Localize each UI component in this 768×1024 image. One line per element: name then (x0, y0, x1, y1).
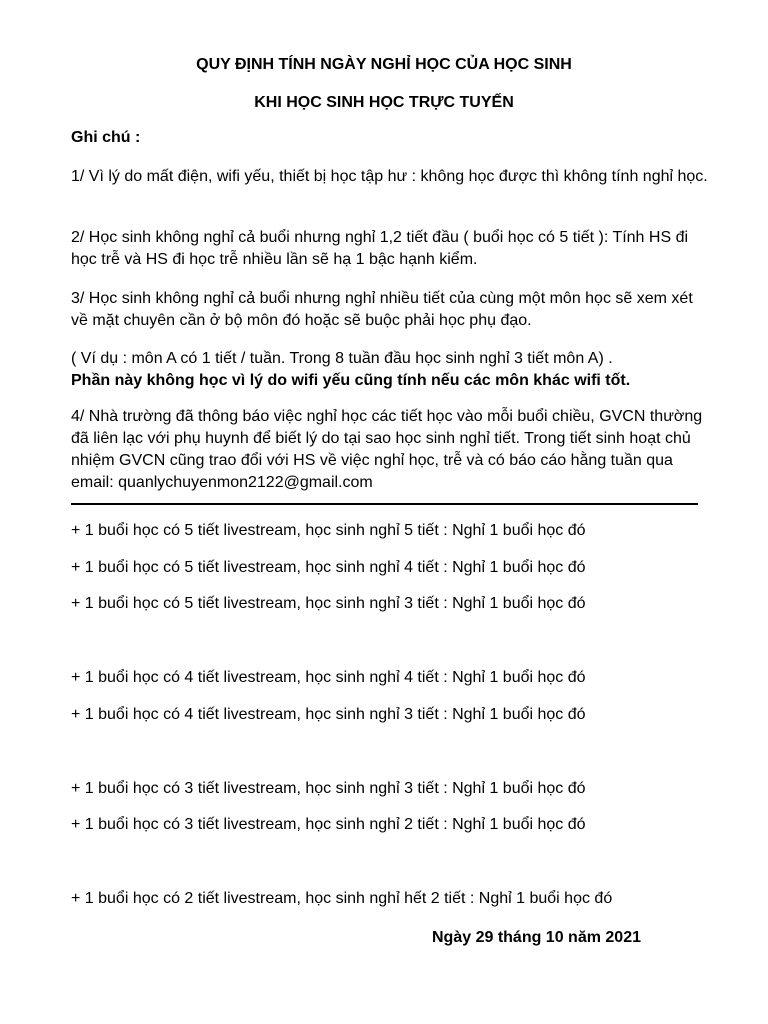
example-bold-note: Phần này không học vì lý do wifi yếu cũng tính nếu các môn khác wifi tốt. (71, 372, 631, 389)
document-date: Ngày 29 tháng 10 năm 2021 (432, 929, 641, 946)
horizontal-divider (71, 503, 698, 505)
absence-rule-4: + 1 buổi học có 4 tiết livestream, học sinh nghỉ 4 tiết : Nghỉ 1 buổi học đó (71, 669, 586, 686)
example-block (71, 348, 711, 392)
absence-rule-8: + 1 buổi học có 2 tiết livestream, học sinh nghỉ hết 2 tiết : Nghỉ 1 buổi học đó (71, 890, 613, 907)
absence-rule-1: + 1 buổi học có 5 tiết livestream, học sinh nghỉ 5 tiết : Nghỉ 1 buổi học đó (71, 522, 586, 539)
note-heading: Ghi chú : (71, 129, 141, 146)
note-paragraph-2: 2/ Học sinh không nghỉ cả buổi nhưng nghỉ 1,2 tiết đầu ( buổi học có 5 tiết ): Tính HS đi học trễ và HS đi học trễ nhiều lần sẽ hạ 1 bậc hạnh kiểm. (71, 229, 689, 268)
absence-rule-3: + 1 buổi học có 5 tiết livestream, học sinh nghỉ 3 tiết : Nghỉ 1 buổi học đó (71, 595, 586, 612)
absence-rule-7: + 1 buổi học có 3 tiết livestream, học sinh nghỉ 2 tiết : Nghỉ 1 buổi học đó (71, 816, 586, 833)
absence-rule-6: + 1 buổi học có 3 tiết livestream, học sinh nghỉ 3 tiết : Nghỉ 1 buổi học đó (71, 780, 586, 797)
document-title-line-1: QUY ĐỊNH TÍNH NGÀY NGHỈ HỌC CỦA HỌC SINH (196, 56, 572, 73)
note-paragraph-3: 3/ Học sinh không nghỉ cả buổi nhưng nghỉ nhiều tiết của cùng một môn học sẽ xem xét về mặt chuyên cần ở bộ môn đó hoặc sẽ buộc phải học phụ đạo. (71, 290, 693, 329)
absence-rule-2: + 1 buổi học có 5 tiết livestream, học sinh nghỉ 4 tiết : Nghỉ 1 buổi học đó (71, 559, 586, 576)
note-paragraph-1: 1/ Vì lý do mất điện, wifi yếu, thiết bị học tập hư : không học được thì không tính nghỉ học. (71, 168, 708, 185)
note-paragraph-4: 4/ Nhà trường đã thông báo việc nghỉ học các tiết học vào mỗi buổi chiều, GVCN thường đã liên lạc với phụ huynh để biết lý do tại sao học sinh nghỉ tiết. Trong tiết sinh hoạt chủ nhiệm GVCN cũng trao đổi với HS về việc nghỉ học, trễ và có báo cáo hằng tuần qua email: quanlychuyenmon2122@gmail.com (71, 408, 703, 491)
absence-rule-5: + 1 buổi học có 4 tiết livestream, học sinh nghỉ 3 tiết : Nghỉ 1 buổi học đó (71, 706, 586, 723)
example-text: ( Ví dụ : môn A có 1 tiết / tuần. Trong 8 tuần đầu học sinh nghỉ 3 tiết môn A) . (71, 350, 613, 367)
document-title-line-2: KHI HỌC SINH HỌC TRỰC TUYẾN (254, 94, 514, 111)
